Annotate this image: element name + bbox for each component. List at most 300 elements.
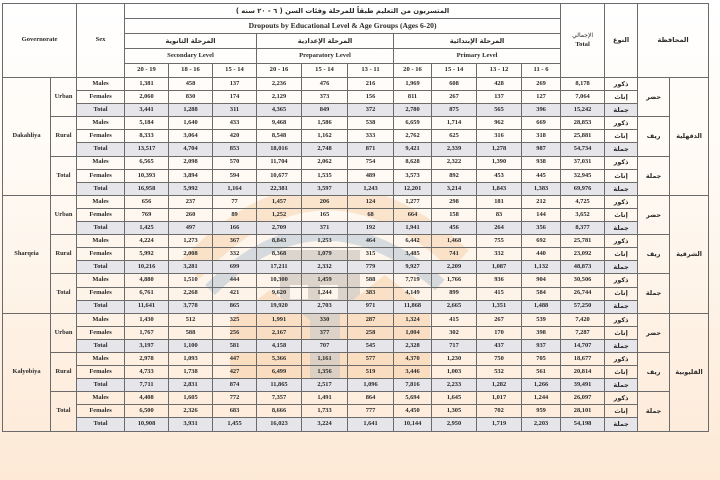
data-cell: 2,831 <box>169 379 213 392</box>
data-cell: 2,167 <box>257 326 302 339</box>
sex-label-en: Total <box>77 222 125 235</box>
data-cell: 158 <box>432 208 477 221</box>
level-preparatory-en: Preparatory Level <box>257 49 394 64</box>
data-cell: 2,332 <box>302 261 348 274</box>
sex-label-en: Females <box>77 405 125 418</box>
header-sex-en: Sex <box>77 4 125 78</box>
data-cell: 1,017 <box>477 392 522 405</box>
data-cell: 584 <box>522 287 561 300</box>
header-total <box>561 4 605 78</box>
data-cell: 330 <box>302 313 348 326</box>
header-total-ar: الإجمالي <box>572 31 594 39</box>
data-cell: 267 <box>477 313 522 326</box>
data-cell: 3,573 <box>394 169 432 182</box>
data-cell: 1,455 <box>213 418 257 431</box>
data-cell: 5,694 <box>394 392 432 405</box>
data-cell: 2,950 <box>432 418 477 431</box>
data-cell: 1,004 <box>394 326 432 339</box>
data-cell: 4,224 <box>125 235 169 248</box>
data-cell: 11,868 <box>394 300 432 313</box>
data-cell: 216 <box>348 78 394 91</box>
sex-label-ar: ذكور <box>605 117 638 130</box>
data-cell: 7,711 <box>125 379 169 392</box>
sex-label-en: Males <box>77 313 125 326</box>
sex-label-en: Males <box>77 352 125 365</box>
data-cell: 1,093 <box>169 352 213 365</box>
data-cell: 1,941 <box>394 222 432 235</box>
data-cell: 258 <box>348 326 394 339</box>
data-cell: 4,450 <box>394 405 432 418</box>
data-cell: 779 <box>348 261 394 274</box>
data-cell: 853 <box>213 143 257 156</box>
area-name-en: Rural <box>51 235 77 274</box>
data-cell: 165 <box>302 208 348 221</box>
total-cell: 14,707 <box>561 339 605 352</box>
data-cell: 692 <box>522 235 561 248</box>
data-cell: 156 <box>348 91 394 104</box>
table-row <box>3 300 709 313</box>
table-row <box>3 143 709 156</box>
total-cell: 8,178 <box>561 78 605 91</box>
sex-label-ar: ذكور <box>605 156 638 169</box>
data-cell: 1,640 <box>169 117 213 130</box>
total-cell: 54,734 <box>561 143 605 156</box>
table-row <box>3 156 709 169</box>
data-cell: 2,748 <box>302 143 348 156</box>
area-name-ar: جملة <box>638 392 670 431</box>
data-cell: 741 <box>432 248 477 261</box>
data-cell: 1,096 <box>348 379 394 392</box>
data-cell: 519 <box>348 366 394 379</box>
data-cell: 962 <box>477 117 522 130</box>
data-cell: 1,079 <box>302 248 348 261</box>
sex-label-ar: جملة <box>605 261 638 274</box>
total-cell: 57,250 <box>561 300 605 313</box>
data-cell: 174 <box>213 91 257 104</box>
data-cell: 5,366 <box>257 352 302 365</box>
data-cell: 892 <box>432 169 477 182</box>
data-cell: 1,162 <box>302 130 348 143</box>
data-cell: 325 <box>213 313 257 326</box>
data-cell: 137 <box>213 78 257 91</box>
data-cell: 16,958 <box>125 182 169 195</box>
table-row <box>3 235 709 248</box>
sex-label-en: Males <box>77 274 125 287</box>
governorate-name-en: Sharqeia <box>3 195 51 313</box>
data-cell: 1,266 <box>522 379 561 392</box>
total-cell: 39,491 <box>561 379 605 392</box>
sex-label-ar: ذكور <box>605 352 638 365</box>
total-cell: 25,881 <box>561 130 605 143</box>
data-cell: 755 <box>477 235 522 248</box>
data-cell: 333 <box>348 130 394 143</box>
data-cell: 1,488 <box>522 300 561 313</box>
data-cell: 772 <box>213 392 257 405</box>
data-cell: 874 <box>213 379 257 392</box>
area-name-ar: ريف <box>638 352 670 391</box>
table-row <box>3 287 709 300</box>
data-cell: 3,778 <box>169 300 213 313</box>
data-cell: 264 <box>477 222 522 235</box>
table-row <box>3 130 709 143</box>
data-cell: 4,408 <box>125 392 169 405</box>
data-cell: 625 <box>432 130 477 143</box>
data-cell: 11,641 <box>125 300 169 313</box>
sex-label-ar: إناث <box>605 366 638 379</box>
data-cell: 2,326 <box>169 405 213 418</box>
area-name-en: Total <box>51 156 77 195</box>
sex-label-en: Males <box>77 235 125 248</box>
table-row <box>3 366 709 379</box>
data-cell: 3,281 <box>169 261 213 274</box>
age-header: 20 - 19 <box>125 64 169 78</box>
table-row <box>3 326 709 339</box>
data-cell: 83 <box>477 208 522 221</box>
data-cell: 936 <box>477 274 522 287</box>
data-cell: 1,161 <box>302 352 348 365</box>
data-cell: 8,548 <box>257 130 302 143</box>
sex-label-ar: ذكور <box>605 313 638 326</box>
sex-label-ar: إناث <box>605 91 638 104</box>
data-cell: 371 <box>302 222 348 235</box>
data-cell: 22,381 <box>257 182 302 195</box>
sex-label-ar: إناث <box>605 326 638 339</box>
data-cell: 3,597 <box>302 182 348 195</box>
data-cell: 256 <box>213 326 257 339</box>
data-cell: 702 <box>477 405 522 418</box>
total-cell: 8,377 <box>561 222 605 235</box>
data-cell: 5,992 <box>169 182 213 195</box>
data-cell: 377 <box>302 326 348 339</box>
sex-label-en: Males <box>77 195 125 208</box>
data-cell: 1,991 <box>257 313 302 326</box>
data-cell: 356 <box>522 222 561 235</box>
data-cell: 1,843 <box>477 182 522 195</box>
data-cell: 433 <box>213 117 257 130</box>
governorate-name-ar: القليوبية <box>670 313 709 431</box>
dropouts-table <box>2 3 709 432</box>
data-cell: 10,908 <box>125 418 169 431</box>
data-cell: 267 <box>432 91 477 104</box>
age-header: 11 - 6 <box>522 64 561 78</box>
data-cell: 137 <box>477 91 522 104</box>
data-cell: 6,499 <box>257 366 302 379</box>
table-body <box>3 78 709 432</box>
data-cell: 6,761 <box>125 287 169 300</box>
header-sex-ar: النوع <box>605 4 638 78</box>
sex-label-en: Males <box>77 78 125 91</box>
data-cell: 2,203 <box>522 418 561 431</box>
sex-label-en: Total <box>77 104 125 117</box>
age-header: 15 - 14 <box>302 64 348 78</box>
data-cell: 4,880 <box>125 274 169 287</box>
data-cell: 2,062 <box>302 156 348 169</box>
data-cell: 9,421 <box>394 143 432 156</box>
data-cell: 4,704 <box>169 143 213 156</box>
data-cell: 3,894 <box>169 169 213 182</box>
data-cell: 565 <box>477 104 522 117</box>
data-cell: 937 <box>522 339 561 352</box>
data-cell: 545 <box>348 339 394 352</box>
table-row <box>3 208 709 221</box>
data-cell: 8,333 <box>125 130 169 143</box>
data-cell: 1,457 <box>257 195 302 208</box>
data-cell: 539 <box>522 313 561 326</box>
data-cell: 206 <box>302 195 348 208</box>
data-cell: 2,339 <box>432 143 477 156</box>
data-cell: 1,714 <box>432 117 477 130</box>
data-cell: 8,628 <box>394 156 432 169</box>
data-cell: 1,244 <box>302 287 348 300</box>
data-cell: 1,430 <box>125 313 169 326</box>
sex-label-en: Total <box>77 339 125 352</box>
data-cell: 373 <box>302 91 348 104</box>
sex-label-en: Males <box>77 156 125 169</box>
governorate-name-ar: الدقهلية <box>670 78 709 196</box>
total-cell: 26,097 <box>561 392 605 405</box>
data-cell: 298 <box>432 195 477 208</box>
data-cell: 5,184 <box>125 117 169 130</box>
area-name-en: Urban <box>51 78 77 117</box>
data-cell: 9,620 <box>257 287 302 300</box>
age-header: 15 - 14 <box>213 64 257 78</box>
data-cell: 464 <box>348 235 394 248</box>
data-cell: 1,230 <box>432 352 477 365</box>
table-row <box>3 248 709 261</box>
data-cell: 577 <box>348 352 394 365</box>
data-cell: 750 <box>477 352 522 365</box>
data-cell: 9,468 <box>257 117 302 130</box>
data-cell: 4,365 <box>257 104 302 117</box>
data-cell: 6,565 <box>125 156 169 169</box>
data-cell: 181 <box>477 195 522 208</box>
area-name-ar: جملة <box>638 274 670 313</box>
data-cell: 2,762 <box>394 130 432 143</box>
age-header: 20 - 16 <box>394 64 432 78</box>
data-cell: 2,703 <box>302 300 348 313</box>
data-cell: 705 <box>522 352 561 365</box>
data-cell: 166 <box>213 222 257 235</box>
age-header: 18 - 16 <box>169 64 213 78</box>
data-cell: 1,510 <box>169 274 213 287</box>
table-row <box>3 261 709 274</box>
data-cell: 683 <box>213 405 257 418</box>
data-cell: 10,144 <box>394 418 432 431</box>
data-cell: 1,244 <box>522 392 561 405</box>
data-cell: 2,978 <box>125 352 169 365</box>
data-cell: 1,252 <box>257 208 302 221</box>
data-cell: 1,356 <box>302 366 348 379</box>
data-cell: 875 <box>432 104 477 117</box>
data-cell: 1,969 <box>394 78 432 91</box>
data-cell: 3,931 <box>169 418 213 431</box>
data-cell: 864 <box>348 392 394 405</box>
data-cell: 170 <box>477 326 522 339</box>
data-cell: 1,719 <box>477 418 522 431</box>
data-cell: 415 <box>477 287 522 300</box>
table-row <box>3 195 709 208</box>
header-total-en: Total <box>575 40 590 48</box>
data-cell: 5,992 <box>125 248 169 261</box>
sex-label-en: Total <box>77 143 125 156</box>
table-row <box>3 169 709 182</box>
data-cell: 1,100 <box>169 339 213 352</box>
data-cell: 68 <box>348 208 394 221</box>
data-cell: 10,216 <box>125 261 169 274</box>
data-cell: 192 <box>348 222 394 235</box>
data-cell: 865 <box>213 300 257 313</box>
data-cell: 421 <box>213 287 257 300</box>
sex-label-en: Females <box>77 287 125 300</box>
data-cell: 2,236 <box>257 78 302 91</box>
sex-label-en: Total <box>77 379 125 392</box>
data-cell: 332 <box>213 248 257 261</box>
total-cell: 3,652 <box>561 208 605 221</box>
area-name-ar: حضر <box>638 195 670 234</box>
area-name-en: Total <box>51 274 77 313</box>
sex-label-ar: إناث <box>605 248 638 261</box>
data-cell: 444 <box>213 274 257 287</box>
data-cell: 415 <box>432 313 477 326</box>
table-row <box>3 352 709 365</box>
data-cell: 1,468 <box>432 235 477 248</box>
data-cell: 6,500 <box>125 405 169 418</box>
data-cell: 12,201 <box>394 182 432 195</box>
total-cell: 7,064 <box>561 91 605 104</box>
data-cell: 124 <box>348 195 394 208</box>
data-cell: 581 <box>213 339 257 352</box>
table-row <box>3 418 709 431</box>
sex-label-en: Females <box>77 130 125 143</box>
sex-label-en: Total <box>77 261 125 274</box>
data-cell: 367 <box>213 235 257 248</box>
area-name-en: Rural <box>51 352 77 391</box>
data-cell: 588 <box>169 326 213 339</box>
data-cell: 237 <box>169 195 213 208</box>
data-cell: 6,659 <box>394 117 432 130</box>
data-cell: 89 <box>213 208 257 221</box>
table-title-arabic: المتسربون من التعليم طبقاً للمرحلة وفئات السن ( ٦ - ٢٠ سنه ) <box>125 4 561 19</box>
data-cell: 561 <box>522 366 561 379</box>
header-governorate-ar: المحافظة <box>638 4 709 78</box>
data-cell: 144 <box>522 208 561 221</box>
data-cell: 7,719 <box>394 274 432 287</box>
data-cell: 332 <box>477 248 522 261</box>
sex-label-ar: جملة <box>605 379 638 392</box>
table-row <box>3 274 709 287</box>
data-cell: 1,253 <box>302 235 348 248</box>
governorate-name-en: Kalyobiya <box>3 313 51 431</box>
data-cell: 447 <box>213 352 257 365</box>
level-preparatory-ar: المرحلة الإعدادية <box>257 34 394 49</box>
data-cell: 3,446 <box>394 366 432 379</box>
data-cell: 315 <box>348 248 394 261</box>
sex-label-en: Females <box>77 91 125 104</box>
data-cell: 656 <box>125 195 169 208</box>
data-cell: 16,023 <box>257 418 302 431</box>
table-row <box>3 379 709 392</box>
total-cell: 32,945 <box>561 169 605 182</box>
data-cell: 8,666 <box>257 405 302 418</box>
data-cell: 398 <box>522 326 561 339</box>
data-cell: 212 <box>522 195 561 208</box>
table-row <box>3 104 709 117</box>
data-cell: 2,060 <box>125 91 169 104</box>
sex-label-en: Males <box>77 392 125 405</box>
header-governorate-en: Governorate <box>3 4 77 78</box>
data-cell: 938 <box>522 156 561 169</box>
governorate-name-en: Dakahliya <box>3 78 51 196</box>
table-row <box>3 313 709 326</box>
data-cell: 440 <box>522 248 561 261</box>
data-cell: 1,381 <box>125 78 169 91</box>
level-primary-en: Primary Level <box>394 49 561 64</box>
data-cell: 699 <box>213 261 257 274</box>
age-header: 15 - 14 <box>432 64 477 78</box>
table-row <box>3 392 709 405</box>
data-cell: 532 <box>477 366 522 379</box>
sex-label-en: Total <box>77 300 125 313</box>
data-cell: 830 <box>169 91 213 104</box>
sex-label-en: Females <box>77 366 125 379</box>
area-name-ar: جملة <box>638 156 670 195</box>
data-cell: 904 <box>522 274 561 287</box>
data-cell: 10,393 <box>125 169 169 182</box>
sex-label-ar: جملة <box>605 222 638 235</box>
data-cell: 899 <box>432 287 477 300</box>
data-cell: 497 <box>169 222 213 235</box>
data-cell: 959 <box>522 405 561 418</box>
data-cell: 1,645 <box>432 392 477 405</box>
data-cell: 287 <box>348 313 394 326</box>
area-name-ar: حضر <box>638 78 670 117</box>
data-cell: 7,816 <box>394 379 432 392</box>
sex-label-ar: جملة <box>605 418 638 431</box>
data-cell: 427 <box>213 366 257 379</box>
sex-label-ar: جملة <box>605 182 638 195</box>
data-cell: 2,098 <box>169 156 213 169</box>
data-cell: 13,517 <box>125 143 169 156</box>
data-cell: 1,586 <box>302 117 348 130</box>
data-cell: 971 <box>348 300 394 313</box>
total-cell: 20,814 <box>561 366 605 379</box>
data-cell: 19,920 <box>257 300 302 313</box>
total-cell: 7,287 <box>561 326 605 339</box>
data-cell: 18,016 <box>257 143 302 156</box>
age-header: 20 - 16 <box>257 64 302 78</box>
data-cell: 1,243 <box>348 182 394 195</box>
data-cell: 1,087 <box>477 261 522 274</box>
data-cell: 10,677 <box>257 169 302 182</box>
data-cell: 2,209 <box>432 261 477 274</box>
total-cell: 48,873 <box>561 261 605 274</box>
sex-label-ar: جملة <box>605 143 638 156</box>
data-cell: 512 <box>169 313 213 326</box>
sex-label-ar: ذكور <box>605 235 638 248</box>
data-cell: 127 <box>522 91 561 104</box>
data-cell: 311 <box>213 104 257 117</box>
data-cell: 777 <box>348 405 394 418</box>
area-name-en: Urban <box>51 313 77 352</box>
total-cell: 15,242 <box>561 104 605 117</box>
data-cell: 3,441 <box>125 104 169 117</box>
table-row <box>3 117 709 130</box>
data-cell: 11,704 <box>257 156 302 169</box>
data-cell: 2,322 <box>432 156 477 169</box>
data-cell: 77 <box>213 195 257 208</box>
data-cell: 4,370 <box>394 352 432 365</box>
area-name-en: Total <box>51 392 77 431</box>
